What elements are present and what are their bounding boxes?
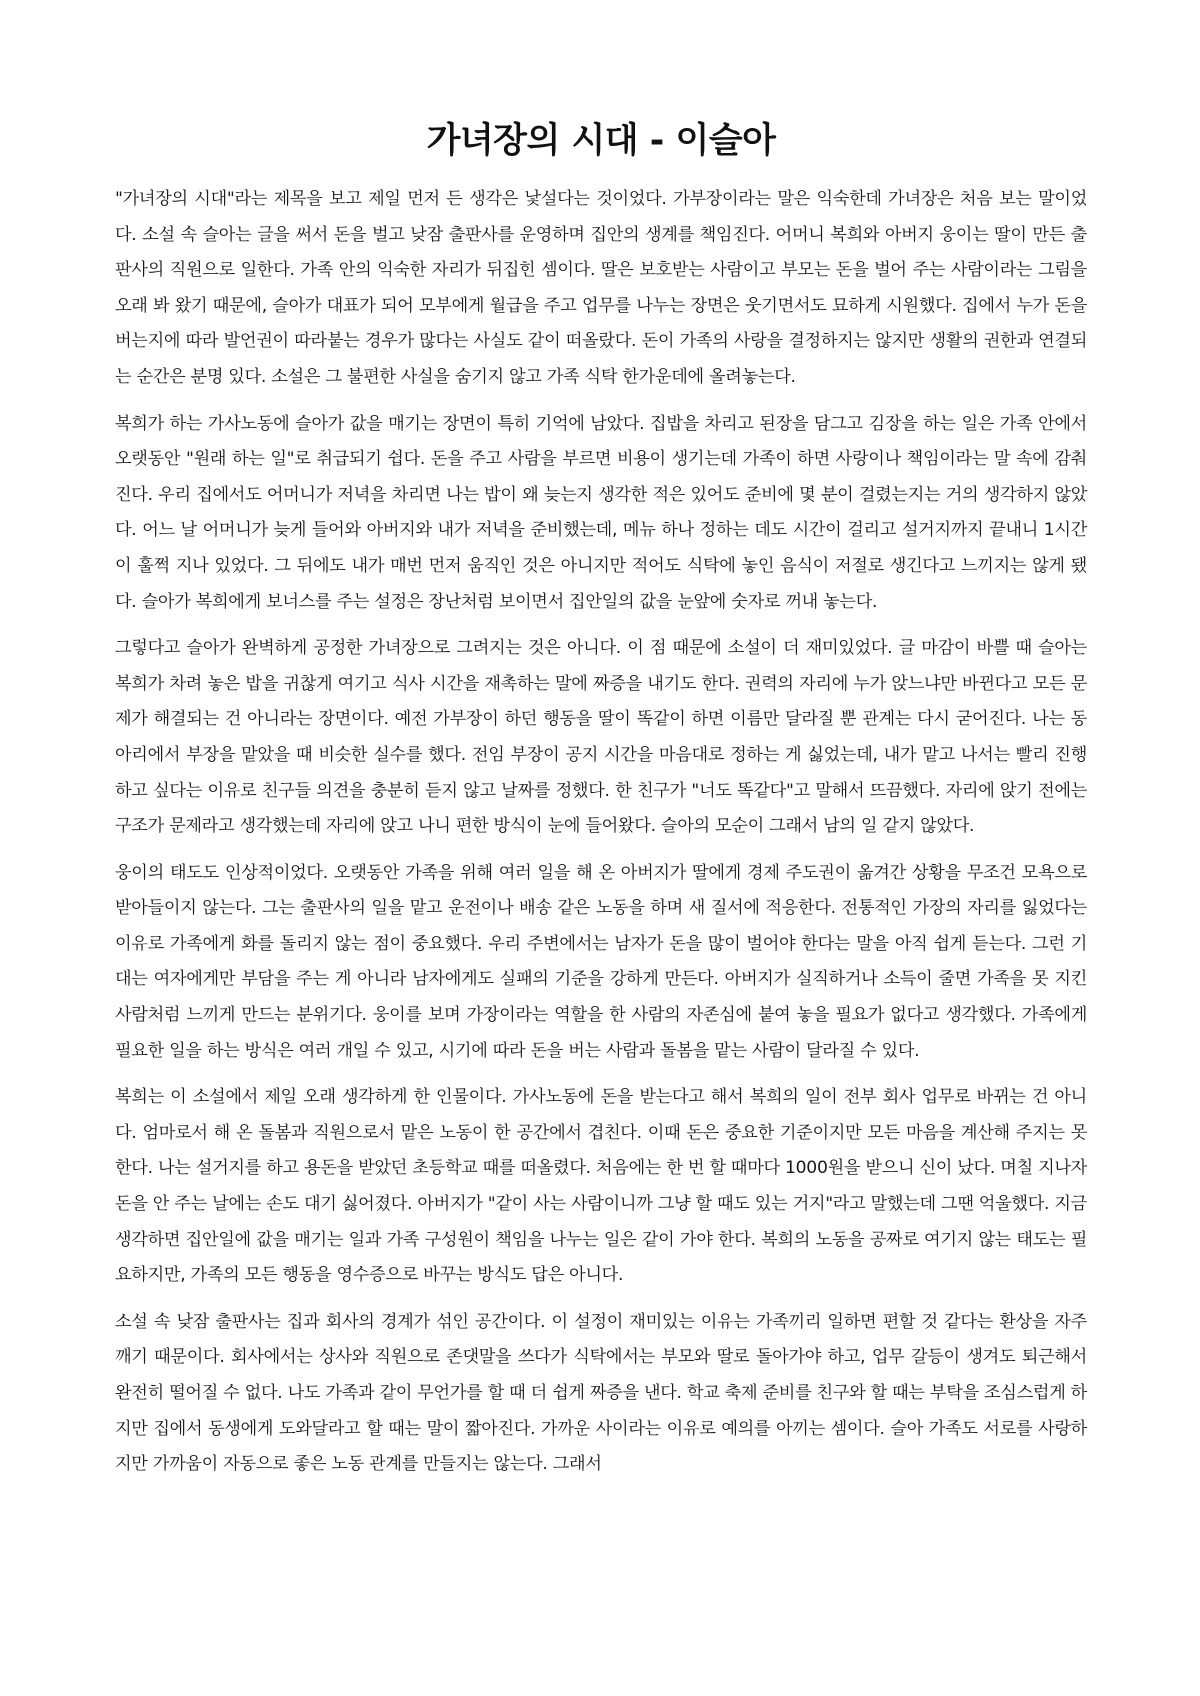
- body-paragraph-4: 웅이의 태도도 인상적이었다. 오랫동안 가족을 위해 여러 일을 해 온 아버지가 딸에게 경제 주도권이 옮겨간 상황을 무조건 모욕으로 받아들이지 않는다. 그는 출판사의 일을 맡고 운전이나 배송 같은 노동을 하며 새 질서에 적응한다. 전통적인 가장의 자리를 잃었다는 이유로 가족에게 화를 돌리지 않는 점이 중요했다. 우리 주변에서는 남자가 돈을 많이 벌어야 한다는 말을 아직 쉽게 듣는다. 그런 기대는 여자에게만 부담을 주는 게 아니라 남자에게도 실패의 기준을 강하게 만든다. 아버지가 실직하거나 소득이 줄면 가족을 못 지킨 사람처럼 느끼게 만드는 분위기다. 웅이를 보며 가장이라는 역할을 한 사람의 자존심에 붙여 놓을 필요가 없다고 생각했다. 가족에게 필요한 일을 하는 방식은 여러 개일 수 있고, 시기에 따라 돈을 버는 사람과 돌봄을 맡는 사람이 달라질 수 있다.: [115, 862, 1087, 1061]
- body-paragraph-6: 소설 속 낮잠 출판사는 집과 회사의 경계가 섞인 공간이다. 이 설정이 재미있는 이유는 가족끼리 일하면 편할 것 같다는 환상을 자주 깨기 때문이다. 회사에서는 상사와 직원으로 존댓말을 쓰다가 식탁에서는 부모와 딸로 돌아가야 하고, 업무 갈등이 생겨도 퇴근해서 완전히 떨어질 수 없다. 나도 가족과 같이 무언가를 할 때 더 쉽게 짜증을 낸다. 학교 축제 준비를 친구와 할 때는 부탁을 조심스럽게 하지만 집에서 동생에게 도와달라고 할 때는 말이 짧아진다. 가까운 사이라는 이유로 예의를 아끼는 셈이다. 슬아 가족도 서로를 사랑하지만 가까움이 자동으로 좋은 노동 관계를 만들지는 않는다. 그래서: [115, 1311, 1087, 1475]
- body-paragraph-3: 그렇다고 슬아가 완벽하게 공정한 가녀장으로 그려지는 것은 아니다. 이 점 때문에 소설이 더 재미있었다. 글 마감이 바쁠 때 슬아는 복희가 차려 놓은 밥을 귀찮게 여기고 식사 시간을 재촉하는 말에 짜증을 내기도 한다. 권력의 자리에 누가 앉느냐만 바뀐다고 모든 문제가 해결되는 건 아니라는 장면이다. 예전 가부장이 하던 행동을 딸이 똑같이 하면 이름만 달라질 뿐 관계는 다시 굳어진다. 나는 동아리에서 부장을 맡았을 때 비슷한 실수를 했다. 전임 부장이 공지 시간을 마음대로 정하는 게 싫었는데, 내가 맡고 나서는 빨리 진행하고 싶다는 이유로 친구들 의견을 충분히 듣지 않고 날짜를 정했다. 한 친구가 "너도 똑같다"고 말해서 뜨끔했다. 자리에 앉기 전에는 구조가 문제라고 생각했는데 자리에 앉고 나니 편한 방식이 눈에 들어왔다. 슬아의 모순이 그래서 남의 일 같지 않았다.: [115, 638, 1087, 837]
- body-paragraph-5: 복희는 이 소설에서 제일 오래 생각하게 한 인물이다. 가사노동에 돈을 받는다고 해서 복희의 일이 전부 회사 업무로 바뀌는 건 아니다. 엄마로서 해 온 돌봄과 직원으로서 맡은 노동이 한 공간에서 겹친다. 이때 돈은 중요한 기준이지만 모든 마음을 계산해 주지는 못한다. 나는 설거지를 하고 용돈을 받았던 초등학교 때를 떠올렸다. 처음에는 한 번 할 때마다 1000원을 받으니 신이 났다. 며칠 지나자 돈을 안 주는 날에는 손도 대기 싫어졌다. 아버지가 "같이 사는 사람이니까 그냥 할 때도 있는 거지"라고 말했는데 그땐 억울했다. 지금 생각하면 집안일에 값을 매기는 일과 가족 구성원이 책임을 나누는 일은 같이 가야 한다. 복희의 노동을 공짜로 여기지 않는 태도는 필요하지만, 가족의 모든 행동을 영수증으로 바꾸는 방식도 답은 아니다.: [115, 1087, 1087, 1286]
- body-paragraph-2: 복희가 하는 가사노동에 슬아가 값을 매기는 장면이 특히 기억에 남았다. 집밥을 차리고 된장을 담그고 김장을 하는 일은 가족 안에서 오랫동안 "원래 하는 일"로 취급되기 쉽다. 돈을 주고 사람을 부르면 비용이 생기는데 가족이 하면 사랑이나 책임이라는 말 속에 감춰진다. 우리 집에서도 어머니가 저녁을 차리면 나는 밥이 왜 늦는지 생각한 적은 있어도 준비에 몇 분이 걸렸는지는 거의 생각하지 않았다. 어느 날 어머니가 늦게 들어와 아버지와 내가 저녁을 준비했는데, 메뉴 하나 정하는 데도 시간이 걸리고 설거지까지 끝내니 1시간이 훌쩍 지나 있었다. 그 뒤에도 내가 매번 먼저 움직인 것은 아니지만 적어도 식탁에 놓인 음식이 저절로 생긴다고 느끼지는 않게 됐다. 슬아가 복희에게 보너스를 주는 설정은 장난처럼 보이면서 집안일의 값을 눈앞에 숫자로 꺼내 놓는다.: [115, 413, 1087, 612]
- document-title: 가녀장의 시대 - 이슬아: [426, 121, 776, 161]
- body-paragraph-1: "가녀장의 시대"라는 제목을 보고 제일 먼저 든 생각은 낯설다는 것이었다. 가부장이라는 말은 익숙한데 가녀장은 처음 보는 말이었다. 소설 속 슬아는 글을 써서 돈을 벌고 낮잠 출판사를 운영하며 집안의 생계를 책임진다. 어머니 복희와 아버지 웅이는 딸이 만든 출판사의 직원으로 일한다. 가족 안의 익숙한 자리가 뒤집힌 셈이다. 딸은 보호받는 사람이고 부모는 돈을 벌어 주는 사람이라는 그림을 오래 봐 왔기 때문에, 슬아가 대표가 되어 모부에게 월급을 주고 업무를 나누는 장면은 웃기면서도 묘하게 시원했다. 집에서 누가 돈을 버는지에 따라 발언권이 따라붙는 경우가 많다는 사실도 같이 떠올랐다. 돈이 가족의 사랑을 결정하지는 않지만 생활의 권한과 연결되는 순간은 분명 있다. 소설은 그 불편한 사실을 숨기지 않고 가족 식탁 한가운데에 올려놓는다.: [115, 189, 1087, 387]
- document-page: [115, 118, 1087, 1494]
